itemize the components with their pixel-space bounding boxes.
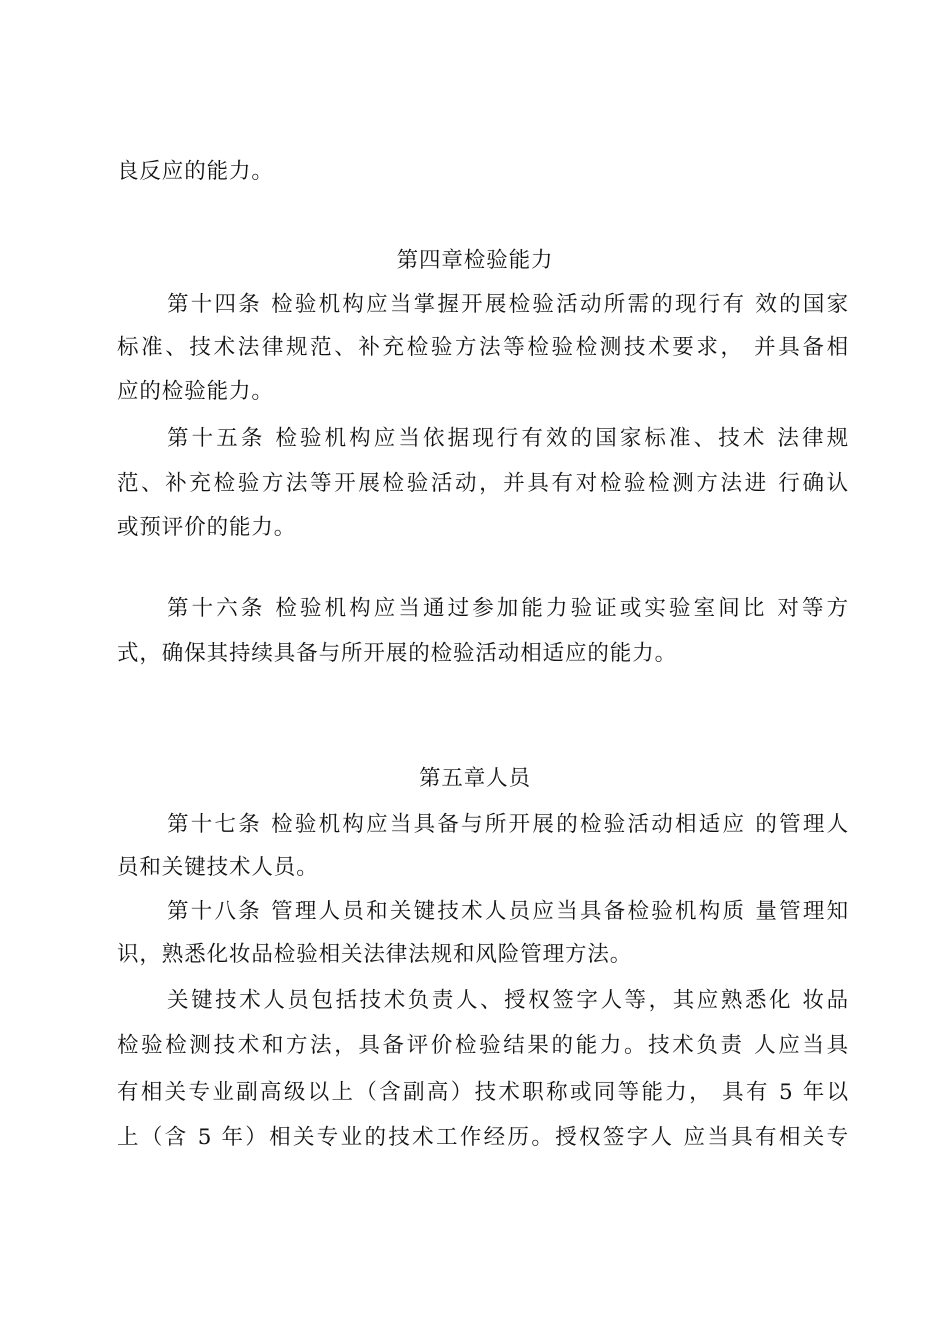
chapter-5-heading: 第五章人员 — [418, 766, 531, 791]
article-15-line-1: 第十五条 检验机构应当依据现行有效的国家标准、技术 法律规 — [167, 426, 849, 451]
chapter-4-heading: 第四章检验能力 — [396, 248, 554, 273]
article-18-line-2: 识，熟悉化妆品检验相关法律法规和风险管理方法。 — [117, 942, 633, 967]
article-16-line-1: 第十六条 检验机构应当通过参加能力验证或实验室间比 对等方 — [167, 596, 849, 621]
article-18-line-1: 第十八条 管理人员和关键技术人员应当具备检验机构质 量管理知 — [167, 899, 849, 924]
key-staff-line-3: 有相关专业副高级以上（含副高）技术职称或同等能力， 具有 5 年以 — [117, 1080, 849, 1105]
article-17-line-2: 员和关键技术人员。 — [117, 855, 319, 880]
key-staff-line-1: 关键技术人员包括技术负责人、授权签字人等，其应熟悉化 妆品 — [167, 988, 849, 1013]
article-14-line-1: 第十四条 检验机构应当掌握开展检验活动所需的现行有 效的国家 — [167, 292, 849, 317]
article-14-line-2: 标准、技术法律规范、补充检验方法等检验检测技术要求， 并具备相 — [117, 335, 849, 360]
article-15-line-2: 范、补充检验方法等开展检验活动，并具有对检验检测方法进 行确认 — [117, 471, 849, 496]
article-16-line-2: 式，确保其持续具备与所开展的检验活动相适应的能力。 — [117, 641, 678, 666]
article-17-line-1: 第十七条 检验机构应当具备与所开展的检验活动相适应 的管理人 — [167, 812, 849, 837]
key-staff-line-4: 上（含 5 年）相关专业的技术工作经历。授权签字人 应当具有相关专 — [117, 1125, 849, 1150]
article-15-line-3: 或预评价的能力。 — [117, 515, 297, 540]
text-line-1: 良反应的能力。 — [117, 159, 274, 184]
article-14-line-3: 应的检验能力。 — [117, 379, 274, 404]
key-staff-line-2: 检验检测技术和方法，具备评价检验结果的能力。技术负责 人应当具 — [117, 1033, 849, 1058]
